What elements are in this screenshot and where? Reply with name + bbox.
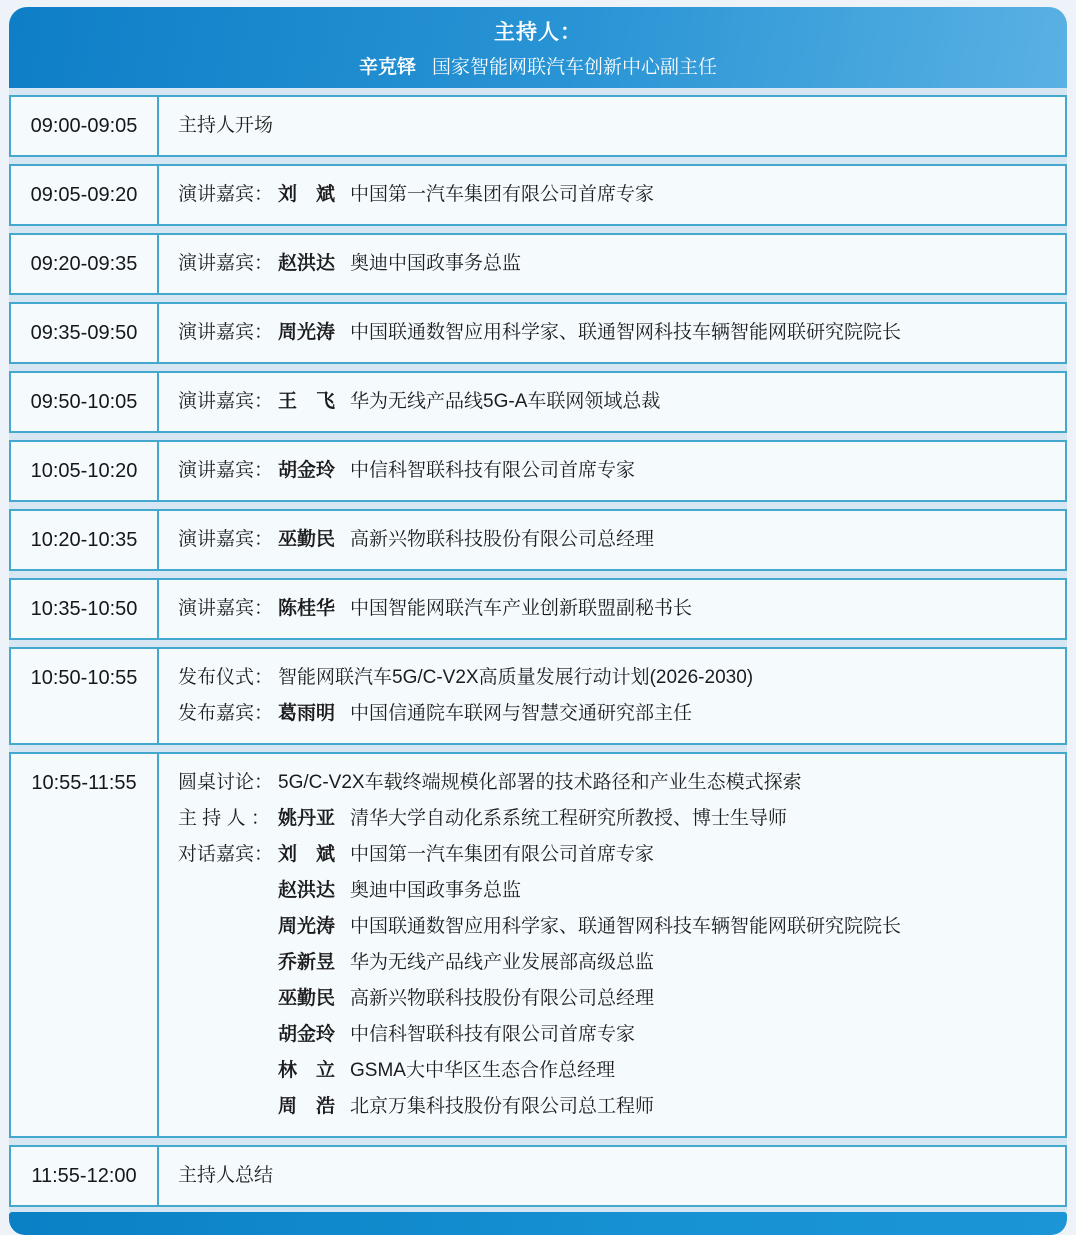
- schedule-row: [9, 509, 1067, 571]
- footer-bar: [9, 1212, 1067, 1235]
- speaker-name: 胡金玲: [278, 460, 336, 481]
- agenda-line: [178, 801, 1055, 837]
- line-label: 演讲嘉宾：: [178, 529, 274, 550]
- moderator-label: 主持人：: [494, 21, 582, 44]
- speaker-affiliation: 北京万集科技股份有限公司总工程师: [350, 1096, 655, 1117]
- line-label: 圆桌讨论：: [178, 772, 274, 793]
- line-label: 演讲嘉宾：: [178, 460, 274, 481]
- schedule-row: [9, 233, 1067, 295]
- agenda-line: [178, 591, 1055, 627]
- speaker-name: 陈桂华: [278, 598, 336, 619]
- agenda-line: [178, 945, 1055, 981]
- speaker-affiliation: 华为无线产品线5G-A车联网领域总裁: [350, 391, 661, 412]
- moderator-title: 国家智能网联汽车创新中心副主任: [432, 57, 718, 78]
- line-label: 演讲嘉宾：: [178, 598, 274, 619]
- time-cell: 09:50-10:05: [11, 373, 159, 431]
- speaker-name: 周光涛: [278, 916, 336, 937]
- agenda-line: [178, 177, 1055, 213]
- schedule-row: [9, 440, 1067, 502]
- speaker-name: 刘 斌: [278, 844, 336, 865]
- speaker-name: 巫勤民: [278, 529, 336, 550]
- line-label: [178, 873, 278, 909]
- content-cell: [159, 373, 1065, 431]
- line-label: [178, 945, 278, 981]
- speaker-affiliation: 华为无线产品线产业发展部高级总监: [350, 952, 655, 973]
- speaker-name: 王 飞: [278, 391, 336, 412]
- speaker-affiliation: 中国第一汽车集团有限公司首席专家: [350, 184, 655, 205]
- line-label: [178, 981, 278, 1017]
- schedule-row: [9, 95, 1067, 157]
- line-label: [178, 909, 278, 945]
- moderator-name: 辛克铎: [358, 57, 416, 78]
- schedule-row: [9, 371, 1067, 433]
- content-cell: [159, 97, 1065, 155]
- speaker-name: 赵洪达: [278, 253, 336, 274]
- speaker-affiliation: 中国第一汽车集团有限公司首席专家: [350, 844, 655, 865]
- line-label: 演讲嘉宾：: [178, 391, 274, 412]
- agenda-line: [178, 981, 1055, 1017]
- speaker-name: 林 立: [278, 1060, 336, 1081]
- agenda-line: [178, 765, 1055, 801]
- agenda-line: [178, 873, 1055, 909]
- time-cell: 10:50-10:55: [11, 649, 159, 743]
- time-cell: 10:35-10:50: [11, 580, 159, 638]
- agenda-line: [178, 837, 1055, 873]
- speaker-name: 赵洪达: [278, 880, 336, 901]
- agenda-line: [178, 108, 1055, 144]
- time-cell: 09:00-09:05: [11, 97, 159, 155]
- speaker-affiliation: 中国智能网联汽车产业创新联盟副秘书长: [350, 598, 693, 619]
- line-label: [178, 1017, 278, 1053]
- line-label: 对话嘉宾：: [178, 844, 274, 865]
- agenda-line: [178, 1053, 1055, 1089]
- agenda-line: [178, 696, 1055, 732]
- content-cell: [159, 754, 1065, 1136]
- speaker-affiliation: 主持人开场: [178, 115, 274, 136]
- agenda-line: [178, 315, 1055, 351]
- speaker-name: 刘 斌: [278, 184, 336, 205]
- line-label: 发布嘉宾：: [178, 703, 274, 724]
- time-cell: 09:35-09:50: [11, 304, 159, 362]
- speaker-name: 周光涛: [278, 322, 336, 343]
- schedule-row: [9, 578, 1067, 640]
- schedule-table: [9, 88, 1067, 1212]
- content-cell: [159, 580, 1065, 638]
- content-cell: [159, 166, 1065, 224]
- content-cell: [159, 511, 1065, 569]
- time-cell: 09:20-09:35: [11, 235, 159, 293]
- line-label: [178, 1053, 278, 1089]
- agenda-line: [178, 246, 1055, 282]
- speaker-affiliation: 奥迪中国政事务总监: [350, 880, 522, 901]
- time-cell: 10:20-10:35: [11, 511, 159, 569]
- time-cell: 10:55-11:55: [11, 754, 159, 1136]
- speaker-name: 巫勤民: [278, 988, 336, 1009]
- speaker-affiliation: 主持人总结: [178, 1165, 274, 1186]
- agenda-line: [178, 522, 1055, 558]
- content-cell: [159, 442, 1065, 500]
- speaker-affiliation: GSMA大中华区生态合作总经理: [350, 1060, 615, 1081]
- content-cell: [159, 235, 1065, 293]
- agenda-line: [178, 660, 1055, 696]
- speaker-affiliation: 奥迪中国政事务总监: [350, 253, 522, 274]
- agenda-line: [178, 1017, 1055, 1053]
- line-label: [178, 1089, 278, 1125]
- speaker-affiliation: 高新兴物联科技股份有限公司总经理: [350, 988, 655, 1009]
- content-cell: [159, 1147, 1065, 1205]
- time-cell: 10:05-10:20: [11, 442, 159, 500]
- agenda-line: [178, 384, 1055, 420]
- speaker-name: 葛雨明: [278, 703, 336, 724]
- agenda-line: [178, 453, 1055, 489]
- agenda-line: [178, 1089, 1055, 1125]
- speaker-name: 乔新昱: [278, 952, 336, 973]
- agenda-card: [9, 7, 1067, 1235]
- speaker-affiliation: 中国联通数智应用科学家、联通智网科技车辆智能网联研究院院长: [350, 916, 902, 937]
- speaker-affiliation: 清华大学自动化系系统工程研究所教授、博士生导师: [350, 808, 788, 829]
- schedule-row: [9, 302, 1067, 364]
- line-label: 演讲嘉宾：: [178, 253, 274, 274]
- speaker-affiliation: 中信科智联科技有限公司首席专家: [350, 1024, 636, 1045]
- schedule-row: [9, 647, 1067, 745]
- line-label: 演讲嘉宾：: [178, 184, 274, 205]
- time-cell: 09:05-09:20: [11, 166, 159, 224]
- speaker-name: 姚丹亚: [278, 808, 336, 829]
- speaker-affiliation: 高新兴物联科技股份有限公司总经理: [350, 529, 655, 550]
- schedule-row: [9, 752, 1067, 1138]
- moderator-info: [359, 52, 717, 79]
- content-cell: [159, 304, 1065, 362]
- agenda-line: [178, 1158, 1055, 1194]
- speaker-affiliation: 中国联通数智应用科学家、联通智网科技车辆智能网联研究院院长: [350, 322, 902, 343]
- speaker-affiliation: 中信科智联科技有限公司首席专家: [350, 460, 636, 481]
- content-cell: [159, 649, 1065, 743]
- agenda-header: [9, 7, 1067, 88]
- speaker-affiliation: 中国信通院车联网与智慧交通研究部主任: [350, 703, 693, 724]
- speaker-name: 胡金玲: [278, 1024, 336, 1045]
- line-label: 发布仪式：: [178, 667, 274, 688]
- speaker-affiliation: 智能网联汽车5G/C-V2X高质量发展行动计划(2026-2030): [278, 667, 754, 688]
- line-label: 主 持 人 ：: [178, 808, 270, 829]
- speaker-name: 周 浩: [278, 1096, 336, 1117]
- time-cell: 11:55-12:00: [11, 1147, 159, 1205]
- speaker-affiliation: 5G/C-V2X车载终端规模化部署的技术路径和产业生态模式探索: [278, 772, 802, 793]
- line-label: 演讲嘉宾：: [178, 322, 274, 343]
- schedule-row: [9, 164, 1067, 226]
- agenda-line: [178, 909, 1055, 945]
